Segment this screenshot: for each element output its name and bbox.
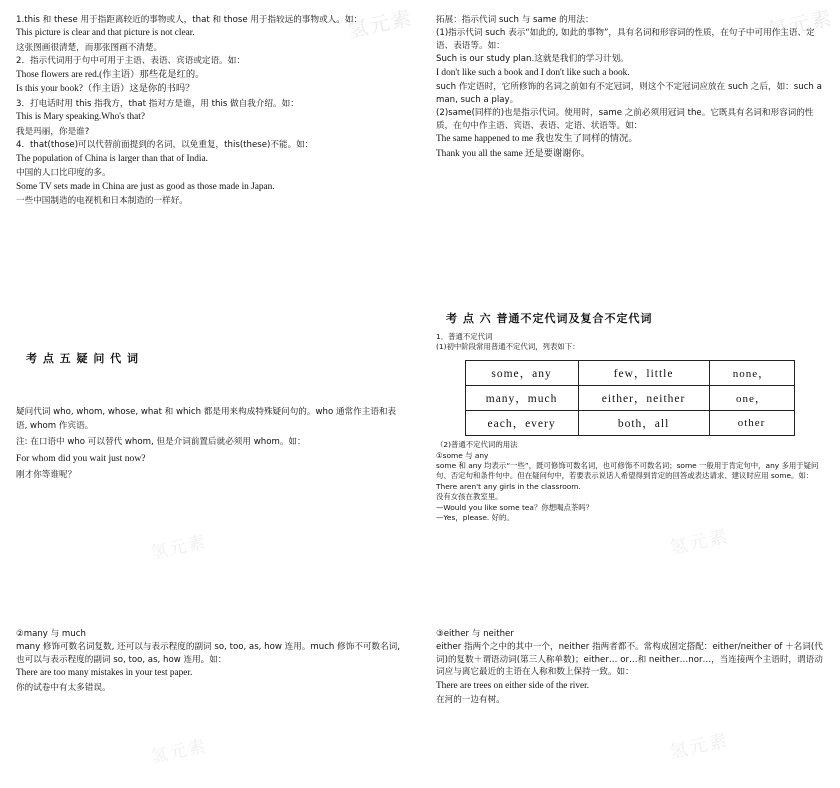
slide-1-body [0, 0, 419, 207]
slide-5-text: ②many 与 much many 修饰可数名词复数, 还可以与表示程度的副词 so, too, as, how 连用。much 修饰不可数名词, 也可以与表示程度的副词 so, too, as, how 连用。如： There are too many mistakes in your test paper. 你的试卷中有太多错误。 [16, 629, 403, 693]
slide-4-body [420, 292, 839, 523]
table-row [465, 361, 794, 386]
slide-4-notes: （2)普通不定代词的用法 ①some 与 any some 和 any 均表示“一些”，既可修饰可数名词，也可修饰不可数名词；some 一般用于肯定句中，any 多用于疑问句、否定句和条件句中。但在疑问句中，若要表示说话人希望得到肯定的回答或表达请求、建议时应用 some。如： There aren't any girls in the classroom. 没有女孩在教室里。 —Would you like some tea？你想喝点茶吗？ —Yes，please. 好的。 [436, 440, 819, 523]
slide-2 [420, 0, 840, 292]
page-title: 考 点 五 疑 问 代 词 [26, 352, 139, 365]
watermark: 氢元素 [667, 525, 731, 559]
table-cell: some，any [465, 361, 578, 386]
table-cell: many，much [465, 386, 578, 411]
table-cell: each，every [465, 411, 578, 436]
slide-6-body [420, 584, 839, 707]
slide-4-heading-box [446, 310, 823, 326]
slide-3-text: 疑问代词 who, whom, whose, what 和 which 都是用来构成特殊疑问句的。who 通常作主语和表语, whom 作宾语。 注: 在口语中 who 可以替代 whom, 但是介词前置后就必须用 whom。如： For whom did you wait just now? 刚才你等谁呢？ [16, 407, 397, 480]
slide-5 [0, 584, 420, 788]
table-row [465, 411, 794, 436]
table-row [465, 386, 794, 411]
slide-6-text: ③either 与 neither either 指两个之中的其中一个，neither 指两者都不。常构成固定搭配：either/neither of ＋名词(代词)的复数＋谓语动词(第三人称单数)；either… or…和 neither…nor…，当连接两个主语时，谓语动词应与离它最近的主语在人称和数上保持一致。如： There are trees on either side of the river. 在河的一边有树。 [436, 629, 823, 706]
watermark: 氢元素 [765, 5, 836, 43]
table-cell: one， [709, 386, 794, 411]
slide-4-intro: 1．普通不定代词 (1)初中阶段常用普通不定代词，列表如下： [436, 332, 580, 352]
slide-3-heading-box [26, 350, 419, 366]
slide-4 [420, 292, 840, 584]
page-title: 考 点 六 普通不定代词及复合不定代词 [446, 312, 653, 325]
slide-2-text: 拓展：指示代词 such 与 same 的用法： (1)指示代词 such 表示“如此的, 如此的事物”，具有名词和形容词的性质，在句子中可用作主语、定语、表语等。如： Such is our study plan.这就是我们的学习计划。 I don't like such a book and I don't like such a book. such 作定语时，它所修饰的名词之前如有不定冠词，则这个不定冠词应放在 such 之后，如：such a man, such a play。 (2)same(同样的)也是指示代词。使用时，same 之前必须用冠词 the。它既具有名词和形容词的性质，在句中作主语、宾语、表语、定语、状语等。如： The same happened to me 我也发生了同样的情况。 Thank you all the same 还是要谢谢你。 [436, 15, 825, 159]
table-cell: few，little [578, 361, 709, 386]
watermark: 氢元素 [345, 5, 416, 43]
table-cell: other [709, 411, 794, 436]
watermark: 氢元素 [149, 736, 209, 768]
slide-5-body [0, 584, 419, 694]
table-cell: none， [709, 361, 794, 386]
slide-1-text: 1.this 和 these 用于指距离较近的事物或人，that 和 those 用于指较远的事物或人。如： This picture is clear and that picture is not clear. 这张图画很清楚，而那张图画不清楚。 2．指示代词用于句中可用于主语、表语、宾语或定语。如： Those flowers are red.(作主语）那些花是红的。 Is this your book?（作主语）这是你的书吗？ 3．打电话时用 this 指我方，that 指对方是谁，用 this 做自我介绍。如： This is Mary speaking.Who's that? 我是玛丽，你是谁? 4．that(those)可以代替前面提到的名词，以免重复，this(these)不能。如： The population of China is larger than that of India. 中国的人口比印度的多。 Some TV sets made in China are just as good as those made in Japan. 一些中国制造的电视机和日本制造的一样好。 [16, 15, 363, 206]
slide-3 [0, 292, 420, 584]
slide-6 [420, 584, 840, 788]
indefinite-pronoun-table [465, 360, 795, 436]
table-cell: either，neither [578, 386, 709, 411]
table-cell: both，all [578, 411, 709, 436]
slide-3-body [0, 366, 419, 482]
slide-1 [0, 0, 420, 292]
watermark: 氢元素 [667, 729, 731, 763]
slide-2-body [420, 0, 839, 161]
watermark: 氢元素 [149, 532, 209, 564]
